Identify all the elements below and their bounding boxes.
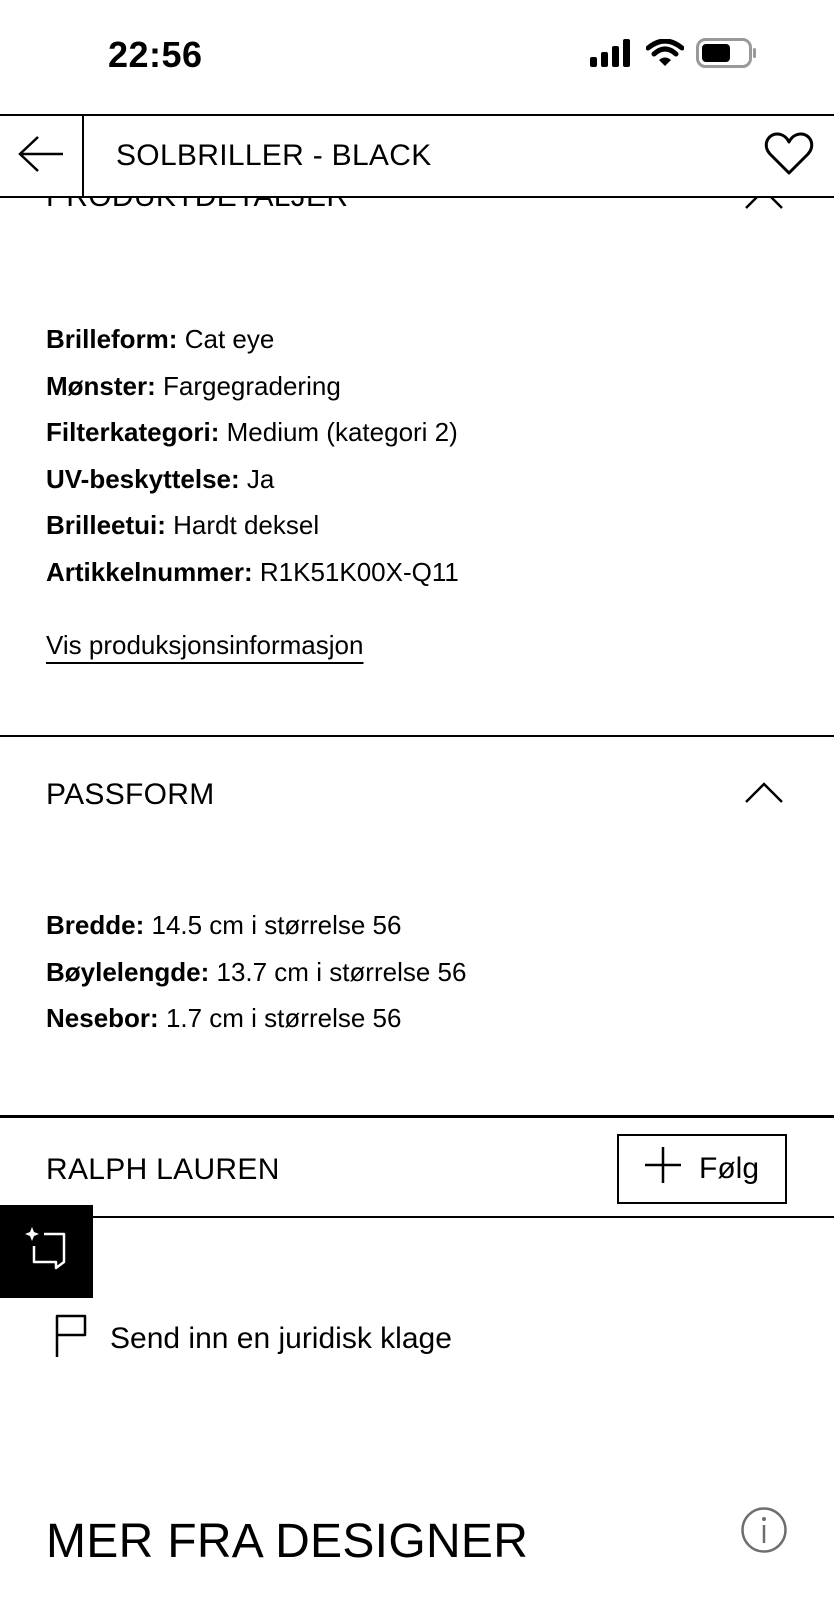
- nav-header: [0, 114, 834, 198]
- page-title: SOLBRILLER - BLACK: [116, 139, 432, 172]
- detail-row: [46, 316, 459, 363]
- product-details-list: [46, 316, 459, 595]
- detail-label: Artikkelnummer:: [46, 556, 253, 587]
- follow-label: Følg: [699, 1152, 759, 1185]
- detail-value: Fargegradering: [163, 370, 341, 401]
- info-circle-icon[interactable]: [740, 1506, 788, 1559]
- heart-outline-icon: [764, 131, 814, 182]
- brand-name[interactable]: RALPH LAUREN: [46, 1153, 280, 1186]
- plus-icon: [645, 1147, 681, 1191]
- detail-label: Nesebor:: [46, 1003, 159, 1033]
- detail-value: Ja: [246, 463, 275, 494]
- fit-details-list: [46, 902, 466, 1042]
- back-button[interactable]: [0, 116, 84, 196]
- detail-row: [46, 949, 466, 996]
- sparkle-chat-icon: [24, 1226, 70, 1277]
- detail-label: UV-beskyttelse:: [46, 463, 240, 494]
- complaint-label: Send inn en juridisk klage: [110, 1322, 452, 1355]
- detail-label: Brilleform:: [46, 324, 178, 354]
- follow-brand-button[interactable]: [617, 1134, 787, 1204]
- detail-label: Brilleetui:: [46, 510, 166, 540]
- detail-value: Medium (kategori 2): [226, 417, 458, 447]
- favorite-button[interactable]: [744, 116, 834, 196]
- detail-row: [46, 409, 459, 456]
- detail-value: R1K51K00X-Q11: [259, 556, 459, 587]
- detail-value: 14.5 cm i størrelse 56: [151, 910, 402, 940]
- flag-icon: [54, 1313, 88, 1365]
- more-from-designer-title: MER FRA DESIGNER: [46, 1515, 529, 1568]
- detail-label: Mønster:: [46, 370, 156, 401]
- wifi-icon: [646, 39, 684, 72]
- status-icons: [590, 38, 758, 72]
- detail-row: [46, 363, 459, 410]
- detail-value: 1.7 cm i størrelse 56: [165, 1003, 402, 1033]
- arrow-left-icon: [16, 134, 66, 179]
- detail-label: Bredde:: [46, 910, 145, 940]
- divider: [0, 1216, 834, 1218]
- divider: [0, 735, 834, 737]
- detail-value: 13.7 cm i størrelse 56: [216, 956, 467, 987]
- divider: [0, 1115, 834, 1118]
- production-info-link[interactable]: Vis produksjonsinformasjon: [46, 630, 364, 660]
- detail-label: Bøylelengde:: [46, 956, 210, 987]
- cellular-signal-icon: [590, 39, 634, 72]
- section-header-fit[interactable]: PASSFORM: [46, 778, 215, 811]
- detail-row: [46, 502, 459, 549]
- detail-row: [46, 995, 466, 1042]
- detail-value: Hardt deksel: [173, 510, 320, 540]
- detail-label: Filterkategori:: [46, 417, 220, 447]
- detail-row: [46, 902, 466, 949]
- ai-assistant-button[interactable]: [0, 1205, 93, 1298]
- legal-complaint-link[interactable]: [54, 1313, 452, 1365]
- chevron-up-icon[interactable]: [744, 782, 784, 809]
- detail-row: [46, 549, 459, 596]
- status-bar: [0, 0, 834, 115]
- detail-value: Cat eye: [184, 324, 275, 354]
- detail-row: [46, 456, 459, 503]
- status-time: 22:56: [108, 34, 203, 75]
- battery-icon: [696, 38, 758, 73]
